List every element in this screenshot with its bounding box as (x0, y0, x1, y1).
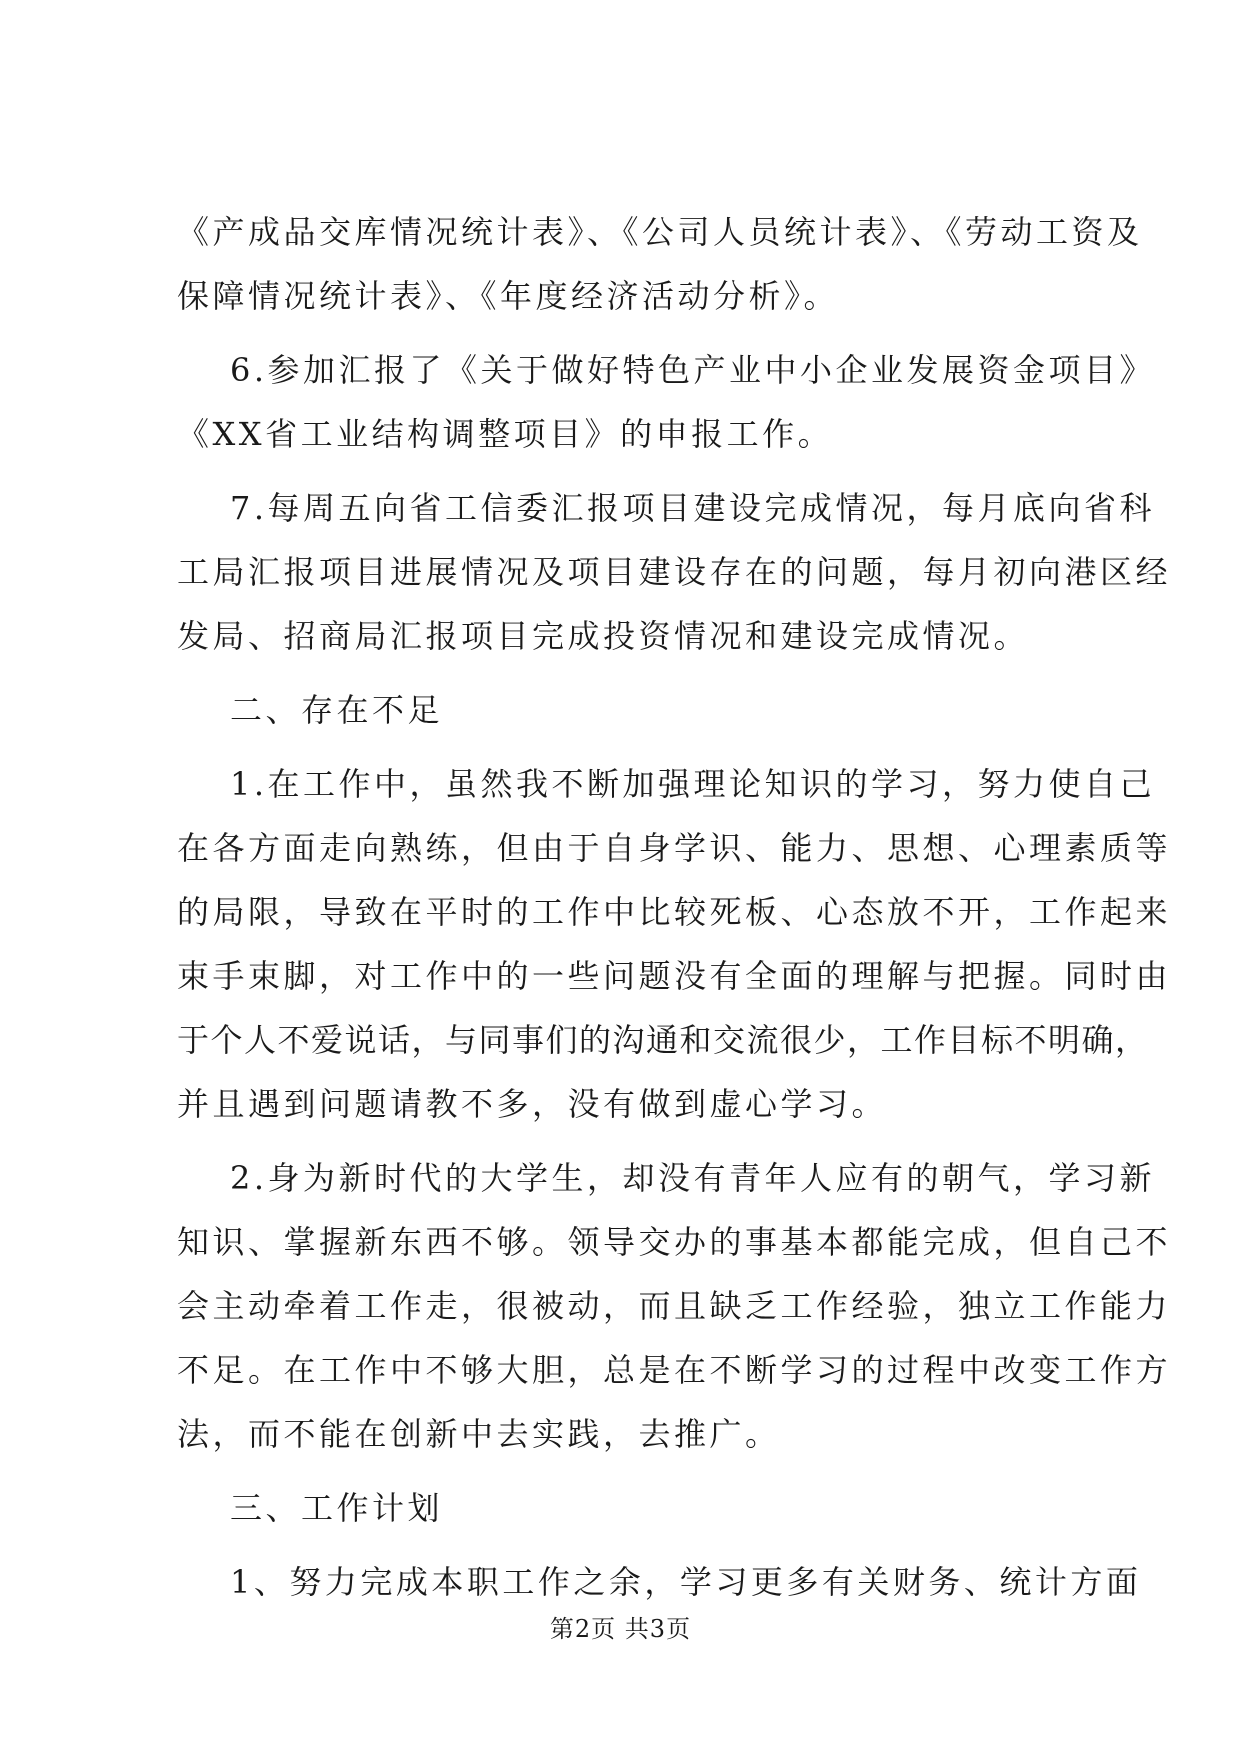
paragraph-line: 知识、掌握新东西不够。领导交办的事基本都能完成，但自己不 (177, 1223, 1172, 1261)
section-heading: 二、存在不足 (230, 691, 444, 729)
paragraph-line: 于个人不爱说话，与同事们的沟通和交流很少，工作目标不明确， (177, 1021, 1149, 1059)
paragraph-line: 发局、招商局汇报项目完成投资情况和建设完成情况。 (177, 617, 1030, 655)
paragraph-line: 不足。在工作中不够大胆，总是在不断学习的过程中改变工作方 (177, 1351, 1172, 1389)
paragraph-line: 法，而不能在创新中去实践，去推广。 (177, 1415, 781, 1453)
section-heading: 三、工作计划 (230, 1489, 444, 1527)
paragraph-line: 7.每周五向省工信委汇报项目建设完成情况，每月底向省科 (230, 489, 1156, 527)
paragraph-line: 1、努力完成本职工作之余，学习更多有关财务、统计方面 (230, 1563, 1142, 1601)
paragraph-line: 1.在工作中，虽然我不断加强理论知识的学习，努力使自己 (230, 765, 1156, 803)
paragraph-line: 保障情况统计表》、《年度经济活动分析》。 (177, 277, 840, 315)
paragraph-line: 在各方面走向熟练，但由于自身学识、能力、思想、心理素质等 (177, 829, 1172, 867)
document-body (177, 200, 1172, 1614)
page-number-footer: 第2页 共3页 (549, 1615, 692, 1643)
paragraph-line: 6.参加汇报了《关于做好特色产业中小企业发展资金项目》 (230, 351, 1156, 389)
paragraph-line: 《产成品交库情况统计表》、《公司人员统计表》、《劳动工资及 (177, 213, 1143, 251)
paragraph-line: 会主动牵着工作走，很被动，而且缺乏工作经验，独立工作能力 (177, 1287, 1172, 1325)
paragraph-line: 2.身为新时代的大学生，却没有青年人应有的朝气，学习新 (230, 1159, 1156, 1197)
paragraph-line: 并且遇到问题请教不多，没有做到虚心学习。 (177, 1085, 888, 1123)
paragraph-line: 工局汇报项目进展情况及项目建设存在的问题，每月初向港区经 (177, 553, 1172, 591)
paragraph-line: 《XX省工业结构调整项目》的申报工作。 (177, 415, 834, 453)
paragraph-line: 的局限，导致在平时的工作中比较死板、心态放不开，工作起来 (177, 893, 1172, 931)
paragraph-line: 束手束脚，对工作中的一些问题没有全面的理解与把握。同时由 (177, 957, 1172, 995)
